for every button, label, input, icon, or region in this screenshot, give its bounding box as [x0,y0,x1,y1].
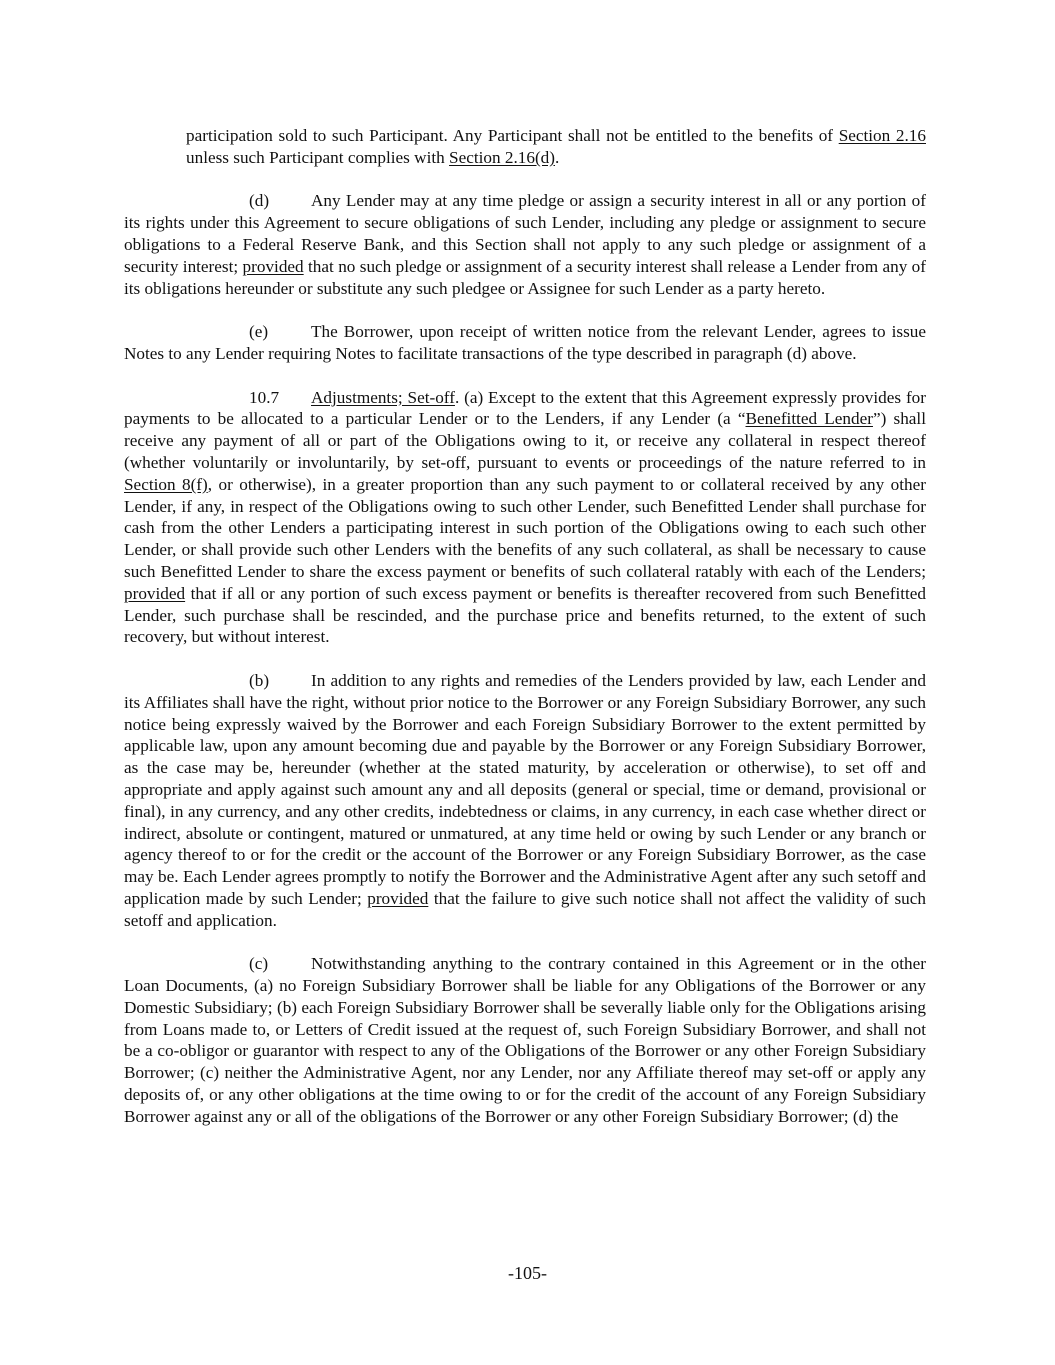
section-reference: Section 8(f) [124,474,208,494]
text-run: that the failure to give such notice shall not affect the validity of such setoff and application. [124,888,926,930]
defined-term: provided [242,256,304,276]
section-heading: Adjustments; Set-off [311,387,455,407]
paragraph-e [124,321,926,365]
text-run: . [555,147,560,167]
text-run: The Borrower, upon receipt of written notice from the relevant Lender, agrees to issue Notes to any Lender requiring Notes to facilitate transactions of the type described in paragraph (d) above. [124,322,926,363]
text-run: ”) shall receive any payment of all or part of the Obligations owing to it, or receive any collateral in respect thereof (whether voluntarily or involuntarily, by set-off, pursuant to events or proceedings of the nature referred to in [124,409,926,472]
text-run: . (a) Except to the extent that this Agreement expressly provides for payments to be allocated to a particular Lender or to the Lenders, if any Lender (a “ [124,387,926,429]
document-body [124,125,926,1128]
defined-term: provided [124,583,186,603]
section-reference: Section 2.16(d) [449,147,556,167]
text-run: that if all or any portion of such excess payment or benefits is thereafter recovered from such Benefitted Lender, such purchase shall be rescinded, and the purchase price and benefits returned, to the extent of such recovery, but without interest. [124,583,926,647]
text-run: unless such Participant complies with [186,147,450,167]
section-reference: Section 2.16 [838,126,926,145]
paragraph-b [124,670,926,932]
text-run: Notwithstanding anything to the contrary contained in this Agreement or in the other Loan Documents, (a) no Foreign Subsidiary Borrower shall be liable for any Obligations of the Borrower or any Domestic Subsidiary; (b) each Foreign Subsidiary Borrower shall be severally liable only for the Obligations arising from Loans made to, or Letters of Credit issued at the request of, such Foreign Subsidiary Borrower, and shall not be a co-obligor or guarantor with respect to any of the Obligations of the Borrower or any other Foreign Subsidiary Borrower; (c) neither the Administrative Agent, nor any Lender, nor any Affiliate thereof may set-off or apply any deposits of, or any other obligations at the time owing to or for the credit of the account of any Foreign Subsidiary Borrower against any or all of the obligations of the Borrower or any other Foreign Subsidiary Borrower; (d) the [124,954,926,1126]
text-run: In addition to any rights and remedies of the Lenders provided by law, each Lender and its Affiliates shall have the right, without prior notice to the Borrower or any Foreign Subsidiary Borrower, any such notice being expressly waived by the Borrower and each Foreign Subsidiary Borrower to the extent permitted by applicable law, upon any amount becoming due and payable by the Borrower or any Foreign Subsidiary Borrower, as the case may be, hereunder (whether at the stated maturity, by acceleration or otherwise), to set off and appropriate and apply against such amount any and all deposits (general or special, time or demand, provisional or final), in any currency, and any other credits, indebtedness or claims, in any currency, in each case whether direct or indirect, absolute or contingent, matured or unmatured, at any time held or owing by such Lender or any branch or agency thereof to or for the credit or the account of the Borrower or any Foreign Subsidiary Borrower, as the case may be. Each Lender agrees promptly to notify the Borrower and the Administrative Agent after any such setoff and application made by such Lender; [124,670,926,908]
paragraph-continuation [186,125,926,169]
paragraph-c [124,953,926,1127]
paragraph-number: (b) [249,670,270,690]
paragraph-number: (e) [249,322,269,342]
text-run: Any Lender may at any time pledge or assign a security interest in all or any portion of its rights under this Agreement to secure obligations of such Lender, including any pledge or assignment to secure obligations to a Federal Reserve Bank, and this Section shall not apply to any such pledge or assignment of a security interest; [124,191,926,276]
section-number: 10.7 [249,387,280,407]
section-10-7 [124,387,926,649]
text-run: , or otherwise), in a greater proportion than any such payment to or collateral received by any other Lender, if any, in respect of the Obligations owing to such other Lender, such Benefitted Lender shall purchase for cash from the other Lenders a participating interest in such portion of the Obligations owing to each such other Lender, or shall provide such other Lenders with the benefits of any such collateral, as shall be necessary to cause such Benefitted Lender to share the excess payment or benefits of such collateral ratably with each of the Lenders; [124,474,926,581]
text-run: participation sold to such Participant. Any Participant shall not be entitled to the benefits of [186,126,839,145]
defined-term: Benefitted Lender [745,409,873,429]
paragraph-number: (d) [249,191,270,211]
page-number: -105- [508,1263,547,1283]
defined-term: provided [367,888,429,908]
paragraph-d [124,190,926,299]
paragraph-number: (c) [249,954,269,974]
text-run: that no such pledge or assignment of a security interest shall release a Lender from any of its obligations hereunder or substitute any such pledgee or Assignee for such Lender as a party hereto. [124,256,926,298]
